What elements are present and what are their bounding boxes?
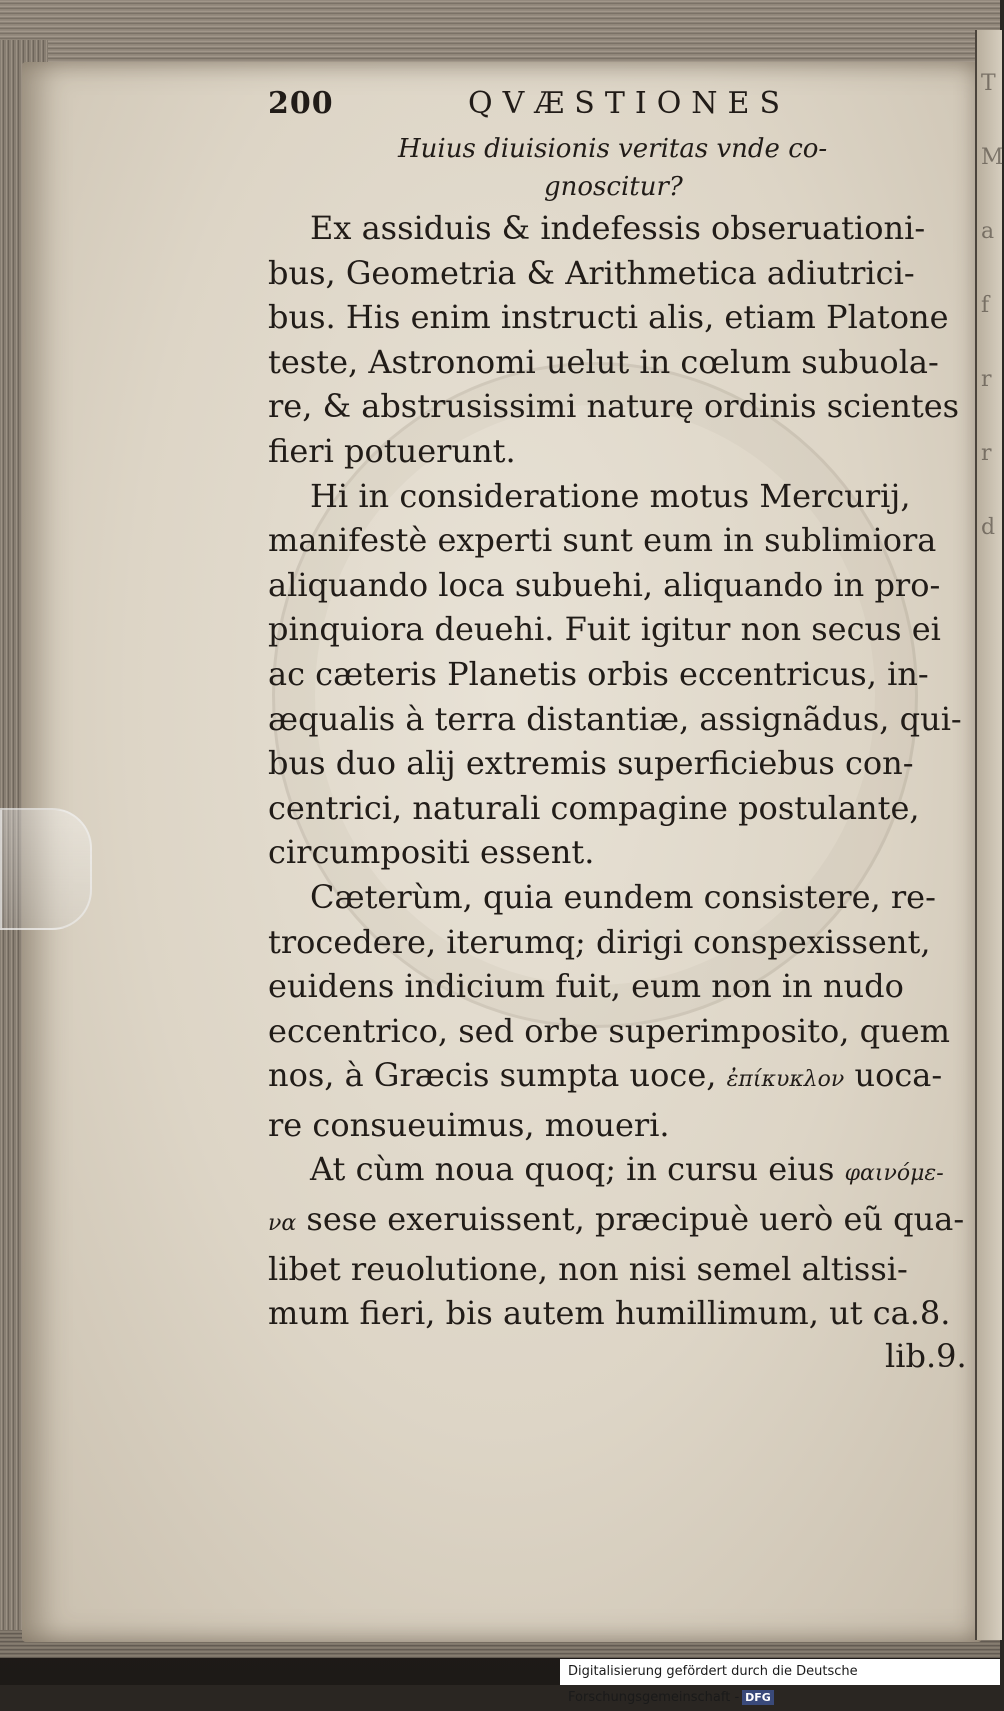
text-line: aliquando loca subuehi, aliquando in pro- bbox=[268, 565, 941, 604]
next-leaf-fragment: f bbox=[981, 293, 990, 318]
text-line: Cæterùm, quia eundem consistere, re- bbox=[310, 877, 936, 916]
page-text-block bbox=[268, 82, 968, 1376]
text-segment: sese exeruissent, præcipuè uerò eũ qua- bbox=[296, 1200, 965, 1239]
text-line: re, & abstrusissimi naturę ordinis scientes bbox=[268, 387, 960, 426]
text-line: circumpositi essent. bbox=[268, 833, 595, 872]
text-segment: At cùm noua quoq; in cursu eius bbox=[310, 1150, 845, 1189]
paper-clip-tab bbox=[0, 808, 92, 930]
greek-word: να bbox=[268, 1211, 297, 1237]
text-line: pinquiora deuehi. Fuit igitur non secus ei bbox=[268, 610, 941, 649]
running-head bbox=[268, 82, 968, 130]
text-line-with-greek bbox=[268, 1147, 968, 1197]
next-leaf-fragment: d bbox=[981, 515, 996, 540]
digitization-credit-footer bbox=[560, 1659, 1000, 1705]
catchword: lib.9. bbox=[885, 1336, 967, 1375]
text-line: re consueuimus, moueri. bbox=[268, 1105, 670, 1144]
footer-credit-text: Digitalisierung gefördert durch die Deutsche Forschungsgemeinschaft - bbox=[568, 1664, 858, 1705]
next-leaf-fragment: r bbox=[981, 367, 992, 392]
text-line: fieri potuerunt. bbox=[268, 431, 516, 470]
text-line: eccentrico, sed orbe superimposito, quem bbox=[268, 1011, 950, 1050]
dfg-logo: DFG bbox=[742, 1690, 774, 1705]
text-line: bus, Geometria & Arithmetica adiutrici- bbox=[268, 253, 915, 292]
text-line: æqualis à terra distantiæ, assignãdus, qui- bbox=[268, 699, 962, 738]
text-line: trocedere, iterumq; dirigi conspexissent, bbox=[268, 922, 931, 961]
text-segment: nos, à Græcis sumpta uoce, bbox=[268, 1056, 727, 1095]
page-number: 200 bbox=[268, 86, 334, 121]
text-line: centrici, naturali compagine postulante, bbox=[268, 788, 920, 827]
text-line-with-greek bbox=[268, 1197, 968, 1247]
text-line: ac cæteris Planetis orbis eccentricus, in- bbox=[268, 654, 929, 693]
text-line: Ex assiduis & indefessis obseruationi- bbox=[310, 209, 926, 247]
text-line-with-greek bbox=[268, 1053, 968, 1103]
section-heading-line: Huius diuisionis veritas vnde co- bbox=[398, 134, 828, 164]
next-leaf-fragment: r bbox=[981, 441, 992, 466]
text-line: manifestè experti sunt eum in sublimiora bbox=[268, 521, 937, 560]
text-line: mum fieri, bis autem humillimum, ut ca.8. bbox=[268, 1294, 951, 1333]
text-line: euidens indicium fuit, eum non in nudo bbox=[268, 967, 904, 1006]
text-line: libet reuolutione, non nisi semel altissi- bbox=[268, 1249, 908, 1288]
next-leaf-fragment: T bbox=[981, 71, 996, 96]
text-line: bus duo alij extremis superficiebus con- bbox=[268, 744, 914, 783]
section-heading-line: gnoscitur? bbox=[544, 172, 683, 202]
text-line: Hi in consideratione motus Mercurij, bbox=[310, 476, 911, 515]
next-leaf-fragment: M bbox=[981, 145, 1004, 170]
text-segment: uoca- bbox=[844, 1056, 943, 1095]
next-leaf-fragment: a bbox=[981, 219, 995, 244]
greek-word: φαινόμε- bbox=[844, 1161, 944, 1187]
next-leaf-edge bbox=[975, 30, 1002, 1640]
text-line: teste, Astronomi uelut in cœlum subuola- bbox=[268, 342, 939, 381]
greek-word: ἐπίκυκλον bbox=[726, 1067, 845, 1093]
running-title: QVÆSTIONES bbox=[468, 86, 790, 121]
text-line: bus. His enim instructi alis, etiam Platone bbox=[268, 298, 949, 337]
